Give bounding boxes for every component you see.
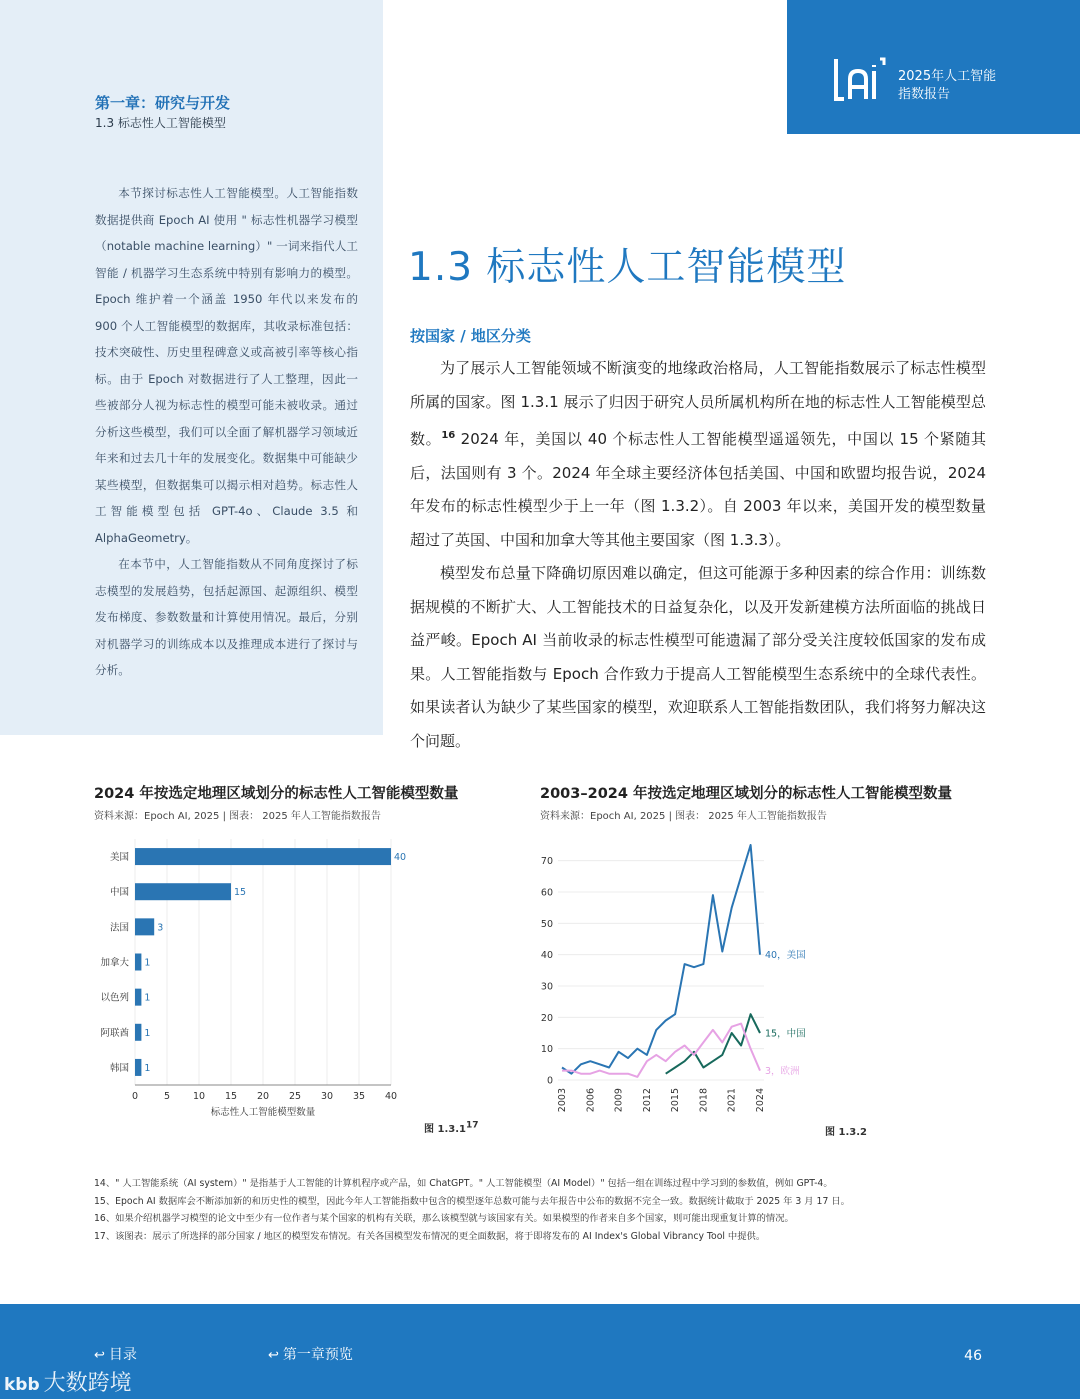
x-tick-label: 2006 [585,1088,597,1113]
series-label: 3，欧洲 [765,1066,800,1078]
x-tick-label: 2003 [557,1088,568,1113]
watermark-text: 大数跨境 [43,1371,132,1396]
data-label: 1 [144,992,151,1004]
x-tick-label: 2015 [670,1088,682,1113]
page-number: 46 [964,1348,982,1364]
report-brand [787,0,1080,134]
toc-link-label: 目录 [108,1347,137,1363]
footnote-item: 15、Epoch AI 数据库会不断添加新的和历史性的模型，因此今年人工智能指数中包含的模型逐年总数可能与去年报告中公布的数据不完全一致。数据统计截取于 2025 年 3 月 17 日。 [94,1195,850,1207]
bar [135,954,141,971]
y-tick-label: 美国 [109,852,129,864]
sidebar-intro [95,180,358,684]
y-tick-label: 法国 [109,922,129,934]
sidebar-paragraph: 在本节中，人工智能指数从不同角度探讨了标志模型的发展趋势，包括起源国、起源组织、模型发布梯度、参数数量和计算使用情况。最后，分别对机器学习的训练成本以及推理成本进行了探讨与分析。 [95,557,358,677]
y-tick-label: 40 [540,950,553,962]
x-tick-label: 2018 [698,1088,710,1113]
data-label: 40 [394,852,407,864]
sidebar-panel [0,0,383,735]
bar [135,989,141,1006]
y-tick-label: 60 [540,887,553,899]
x-tick-label: 40 [384,1091,398,1102]
footnote-ref[interactable]: 16 [441,430,456,441]
x-tick-label: 35 [352,1091,366,1102]
section-title: 1.3 标志性人工智能模型 [408,245,847,290]
chart1-title: 2024 年按选定地理区域划分的标志性人工智能模型数量 [94,786,459,802]
page-footer [0,1304,1080,1399]
x-tick-label: 2021 [726,1088,738,1113]
body-text-run: 2024 年，美国以 40 个标志性人工智能模型遥遥领先，中国以 15 个紧随其后，法国则有 3 个。2024 年全球主要经济体包括美国、中国和欧盟均报告说，2024 年发布的标志性模型少于上一年（图 1.3.2）。自 2003 年以来，美国开发的模型数量超过了英国、中国和加拿大等其他主要国家（图 1.3.3）。 [410,430,986,549]
bar [135,1059,141,1076]
brand-line-1: 2025年人工智能 [898,69,997,84]
y-tick-label: 50 [540,918,553,930]
watermark [4,1366,132,1397]
series-label: 40，美国 [765,950,806,962]
y-tick-label: 20 [540,1012,553,1024]
y-tick-label: 10 [540,1044,553,1056]
x-tick-label: 10 [192,1091,206,1102]
x-axis-label: 标志性人工智能模型数量 [210,1107,316,1118]
x-tick-label: 15 [224,1091,238,1102]
figure-1-3-1-label [424,1120,478,1135]
watermark-logo: kbb [4,1375,40,1395]
brand-title [898,68,996,104]
body-paragraph-2: 模型发布总量下降确切原因难以确定，但这可能源于多种因素的综合作用：训练数据规模的不断扩大、人工智能技术的日益复杂化，以及开发新建模方法所面临的挑战日益严峻。Epoch AI 当前收录的标志性模型可能遗漏了部分受关注度较低国家的发布成果。人工智能指数与 Epoch 合作致力于提高人工智能模型生态系统中的全球代表性。如果读者认为缺少了某些国家的模型，欢迎联系人工智能指数团队，我们将努力解决这个问题。 [410,564,986,750]
bar [135,848,391,865]
y-tick-label: 30 [540,981,553,993]
return-arrow-icon: ↩ [94,1348,105,1363]
footnotes [94,1175,994,1245]
chart2-title: 2003–2024 年按选定地理区域划分的标志性人工智能模型数量 [540,786,953,802]
chart1-source: 资料来源：Epoch AI, 2025 | 图表： 2025 年人工智能指数报告 [94,811,381,822]
y-tick-label: 阿联酋 [100,1027,129,1039]
x-tick-label: 2024 [755,1088,766,1113]
y-tick-label: 以色列 [100,992,129,1004]
toc-link[interactable] [94,1344,137,1364]
figure-footnote-ref[interactable]: 17 [465,1120,479,1131]
bar [135,1024,141,1041]
x-tick-label: 25 [288,1091,302,1102]
bar [135,918,154,935]
bar [135,883,231,900]
return-arrow-icon: ↩ [268,1348,279,1363]
x-tick-label: 2009 [613,1088,625,1113]
body-text-run: 为了展示人工智能领域不断演变的地缘政治格局，人工智能指数展示了标志性模型所属的国家。图 1.3.1 展示了归因于研究人员所属机构所在地的标志性人工智能模型总数。 [410,359,986,448]
sidebar-paragraph: 本节探讨标志性人工智能模型。人工智能指数数据提供商 Epoch AI 使用 " 标志性机器学习模型（notable machine learning）" 一词来指代人工智能 / 机器学习生态系统中特别有影响力的模型。Epoch 维护着一个涵盖 1950 年代以来发布的 900 个人工智能模型的数据库，其收录标准包括：技术突破性、历史里程碑意义或高被引率等核心指标。由于 Epoch 对数据进行了人工整理，因此一些被部分人视为标志性的模型可能未被收录。通过分析这些模型，我们可以全面了解机器学习领域近年来和过去几十年的发展变化。数据集中可能缺少某些模型，但数据集可以揭示相对趋势。标志性人工智能模型包括 GPT-4o、Claude 3.5 和 AlphaGeometry。 [95,186,358,545]
data-label: 15 [234,887,247,899]
footnote-item: 16、如果介绍机器学习模型的论文中至少有一位作者与某个国家的机构有关联，那么该模型就与该国家有关。如果模型的作者来自多个国家，则可能出现重复计算的情况。 [94,1213,794,1224]
chapter-preview-label: 第一章预览 [282,1347,353,1363]
data-label: 1 [144,957,151,969]
data-label: 3 [157,922,164,934]
x-tick-label: 30 [320,1091,334,1102]
x-tick-label: 2012 [641,1088,653,1113]
footnote-item: 14、" 人工智能系统（AI system）" 是指基于人工智能的计算机程序或产品，如 ChatGPT。" 人工智能模型（AI Model）" 包括一组在训练过程中学习到的参数值，例如 GPT-4。 [94,1178,833,1189]
data-label: 1 [144,1062,151,1074]
ai-logo-icon [832,55,893,116]
chart2-source: 资料来源：Epoch AI, 2025 | 图表： 2025 年人工智能指数报告 [540,811,827,822]
series-label: 15，中国 [765,1028,806,1040]
brand-logo-text: AI [892,115,893,116]
footnote-item: 17、该图表：展示了所选择的部分国家 / 地区的模型发布情况。有关各国模型发布情况的更全面数据，将于即将发布的 AI Index's Global Vibrancy Tool 中提供。 [94,1230,766,1242]
body-paragraph-1 [410,352,986,557]
brand-line-2: 指数报告 [898,87,951,102]
y-tick-label: 加拿大 [100,957,129,969]
y-tick-label: 中国 [109,887,129,899]
body-text [410,352,986,758]
y-tick-label: 0 [546,1075,553,1087]
x-tick-label: 5 [163,1091,171,1102]
data-label: 1 [144,1027,151,1039]
series-line [666,1014,760,1073]
x-tick-label: 0 [131,1091,139,1102]
x-tick-label: 20 [256,1091,270,1102]
section-subheading: 按国家 / 地区分类 [410,327,531,345]
figure-label-text: 图 1.3.1 [424,1124,466,1135]
series-line [562,1024,760,1077]
series-line [562,845,760,1074]
figure-1-3-2-label: 图 1.3.2 [825,1127,867,1138]
y-tick-label: 70 [540,856,553,868]
chapter-preview-link[interactable] [268,1344,353,1364]
bar-chart [94,835,434,1125]
line-chart [530,835,840,1125]
chapter-title: 第一章：研究与开发 [95,94,231,112]
subchapter-title: 1.3 标志性人工智能模型 [95,116,226,130]
y-tick-label: 韩国 [109,1062,129,1074]
